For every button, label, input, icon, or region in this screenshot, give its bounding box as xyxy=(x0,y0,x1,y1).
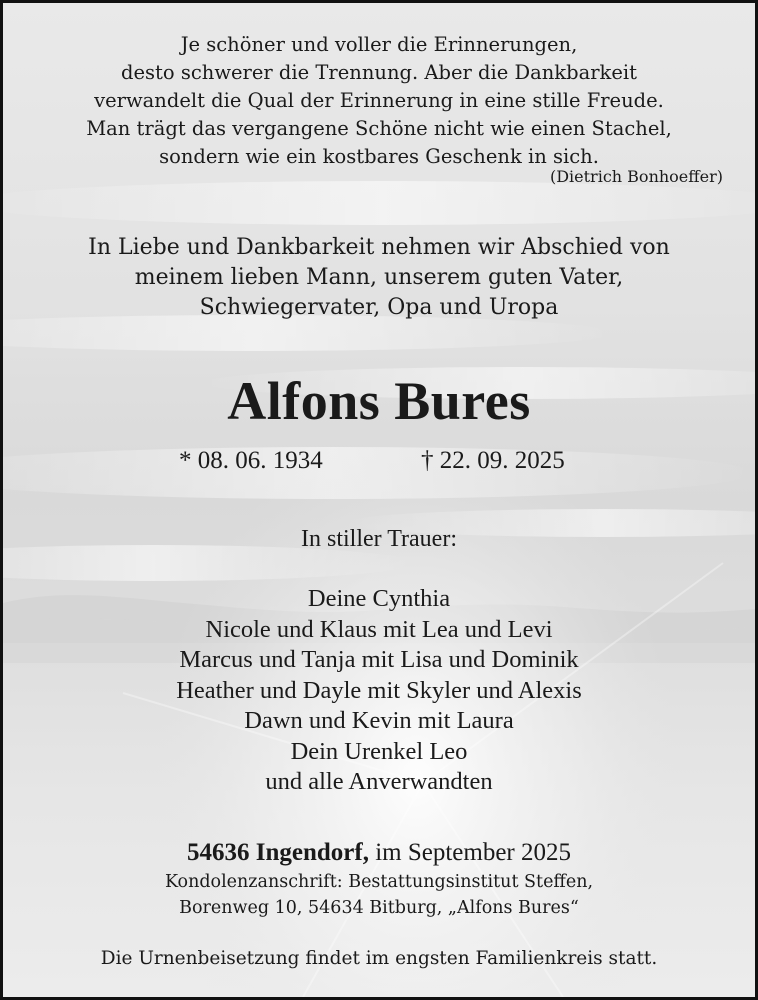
family-member: und alle Anverwandten xyxy=(265,768,493,795)
family-member: Dein Urenkel Leo xyxy=(290,737,468,765)
death-date: † 22. 09. 2025 xyxy=(421,447,565,474)
place-date-line xyxy=(3,837,755,869)
quote-line: verwandelt die Qual der Erinnerung in eine stille Freude. xyxy=(94,89,664,112)
address-line: Kondolenzanschrift: Bestattungsinstitut Steffen, xyxy=(164,872,594,892)
quote-block xyxy=(3,31,755,171)
quote-author: (Dietrich Bonhoeffer) xyxy=(549,167,723,186)
burial-notice: Die Urnenbeisetzung findet im engsten Familienkreis statt. xyxy=(100,948,658,969)
intro-line: In Liebe und Dankbarkeit nehmen wir Abschied von xyxy=(88,235,670,260)
intro-line: meinem lieben Mann, unserem guten Vater, xyxy=(134,265,624,290)
quote-line: sondern wie ein kostbares Geschenk in sich. xyxy=(159,145,599,168)
birth-date: * 08. 06. 1934 xyxy=(179,447,323,474)
family-member: Heather und Dayle mit Skyler und Alexis xyxy=(176,676,582,704)
place-town: 54636 Ingendorf, xyxy=(186,839,369,866)
deceased-name: Alfons Bures xyxy=(227,371,531,431)
family-list xyxy=(3,584,755,798)
place-date: im September 2025 xyxy=(368,839,572,866)
quote-line: Je schöner und voller die Erinnerungen, xyxy=(180,33,578,56)
quote-line: Man trägt das vergangene Schöne nicht wie einen Stachel, xyxy=(86,117,672,140)
address-line: Borenweg 10, 54634 Bitburg, „Alfons Bures“ xyxy=(179,898,579,918)
quote-line: desto schwerer die Trennung. Aber die Dankbarkeit xyxy=(121,61,637,84)
intro-text xyxy=(3,233,755,323)
family-member: Nicole und Klaus mit Lea und Levi xyxy=(205,615,553,643)
mourning-heading: In stiller Trauer: xyxy=(301,526,457,552)
intro-line: Schwiegervater, Opa und Uropa xyxy=(199,295,559,320)
family-member: Deine Cynthia xyxy=(307,585,451,612)
family-member: Marcus und Tanja mit Lisa und Dominik xyxy=(179,646,579,673)
family-member: Dawn und Kevin mit Laura xyxy=(244,707,514,734)
condolence-address xyxy=(3,869,755,921)
